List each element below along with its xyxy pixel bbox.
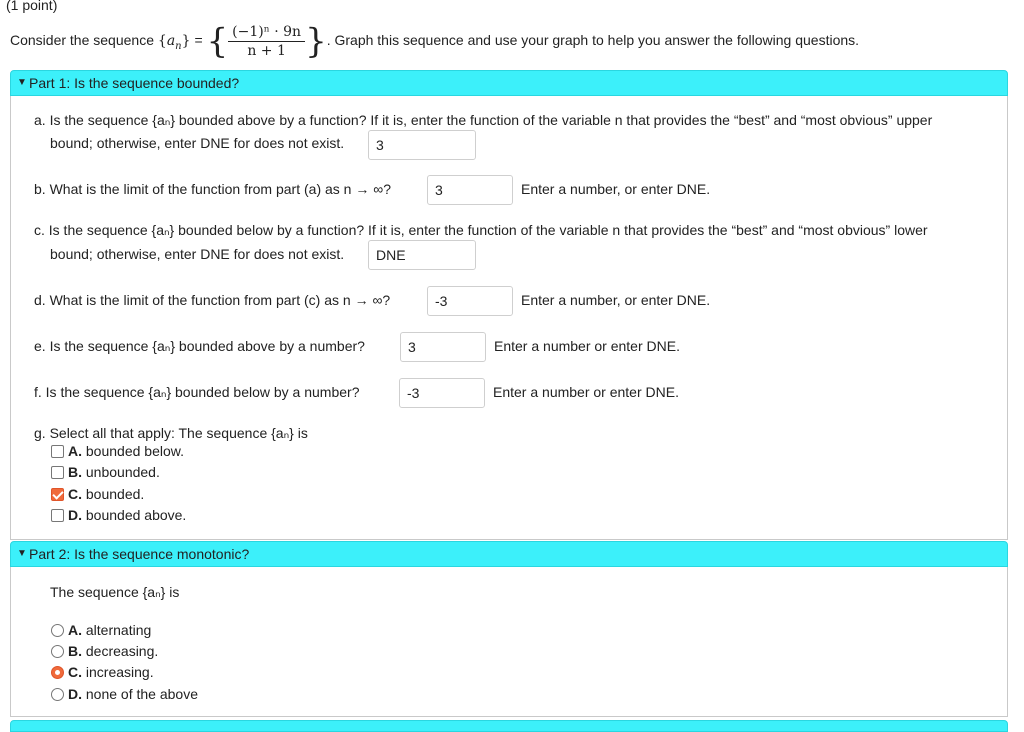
radio-option-b[interactable] bbox=[51, 645, 64, 658]
intro-suffix: . Graph this sequence and use your graph to help you answer the following questions. bbox=[326, 32, 860, 49]
checkbox-option-c[interactable] bbox=[51, 488, 64, 501]
intro-prefix: Consider the sequence bbox=[10, 32, 154, 49]
checkbox-option-d[interactable] bbox=[51, 509, 64, 522]
hint-d: Enter a number, or enter DNE. bbox=[521, 292, 711, 308]
answer-e-input[interactable] bbox=[400, 332, 486, 362]
points-label: (1 point) bbox=[6, 0, 58, 13]
question-e: e. Is the sequence {aₙ} bounded above by a number? bbox=[34, 338, 365, 354]
option-b-label: B. unbounded. bbox=[68, 464, 160, 480]
radio-option-c[interactable] bbox=[51, 666, 64, 679]
question-c-line2: bound; otherwise, enter DNE for does not exist. bbox=[50, 246, 345, 262]
radio-d-label: D. none of the above bbox=[68, 686, 198, 702]
collapse-triangle-icon[interactable]: ▼ bbox=[17, 548, 27, 559]
collapse-triangle-icon[interactable]: ▼ bbox=[17, 77, 27, 88]
hint-b: Enter a number, or enter DNE. bbox=[521, 181, 711, 197]
sequence-formula: $\frac{\text{(−1)ⁿ · 9n}}{n + 1}$ bbox=[228, 23, 305, 60]
part2-prompt: The sequence {aₙ} is bbox=[50, 584, 180, 600]
seq-var: a bbox=[166, 33, 176, 50]
hint-e: Enter a number or enter DNE. bbox=[494, 338, 680, 354]
question-f: f. Is the sequence {aₙ} bounded below by a number? bbox=[34, 384, 360, 400]
radio-option-a[interactable] bbox=[51, 624, 64, 637]
option-d-label: D. bounded above. bbox=[68, 507, 187, 523]
option-c-label: C. bounded. bbox=[68, 486, 145, 502]
part1-header[interactable]: ▼ Part 1: Is the sequence bounded? bbox=[10, 70, 1008, 96]
answer-c-input[interactable] bbox=[368, 240, 476, 270]
hint-f: Enter a number or enter DNE. bbox=[493, 384, 679, 400]
question-a-line2: bound; otherwise, enter DNE for does not exist. bbox=[50, 135, 345, 151]
radio-a-label: A. alternating bbox=[68, 622, 152, 638]
answer-d-input[interactable] bbox=[427, 286, 513, 316]
option-a-label: A. bounded below. bbox=[68, 443, 184, 459]
checkbox-option-b[interactable] bbox=[51, 466, 64, 479]
answer-b-input[interactable] bbox=[427, 175, 513, 205]
answer-f-input[interactable] bbox=[399, 378, 485, 408]
radio-option-d[interactable] bbox=[51, 688, 64, 701]
problem-statement: Consider the sequence $\{a_n\}$ = { $\frac{\text{(−1)ⁿ · 9n}}{n + 1}$ }. Graph this sequence and use your graph to help you answer the following questions. bbox=[10, 21, 860, 62]
checkbox-option-a[interactable] bbox=[51, 445, 64, 458]
question-g: g. Select all that apply: The sequence {aₙ} is bbox=[34, 425, 308, 441]
radio-c-label: C. increasing. bbox=[68, 664, 154, 680]
question-c-line1: c. Is the sequence {aₙ} bounded below by a function? If it is, enter the function of the variable n that provides the “best” and “most obvious” lower bbox=[34, 222, 928, 238]
radio-b-label: B. decreasing. bbox=[68, 643, 159, 659]
answer-a-input[interactable] bbox=[368, 130, 476, 160]
question-b: b. What is the limit of the function from part (a) as n → ∞? bbox=[34, 181, 392, 197]
question-a-line1: a. Is the sequence {aₙ} bounded above by a function? If it is, enter the function of the variable n that provides the “best” and “most obvious” upper bbox=[34, 112, 933, 128]
part3-header[interactable] bbox=[10, 720, 1008, 732]
question-d: d. What is the limit of the function from part (c) as n → ∞? bbox=[34, 292, 391, 308]
part2-header[interactable]: ▼ Part 2: Is the sequence monotonic? bbox=[10, 541, 1008, 567]
